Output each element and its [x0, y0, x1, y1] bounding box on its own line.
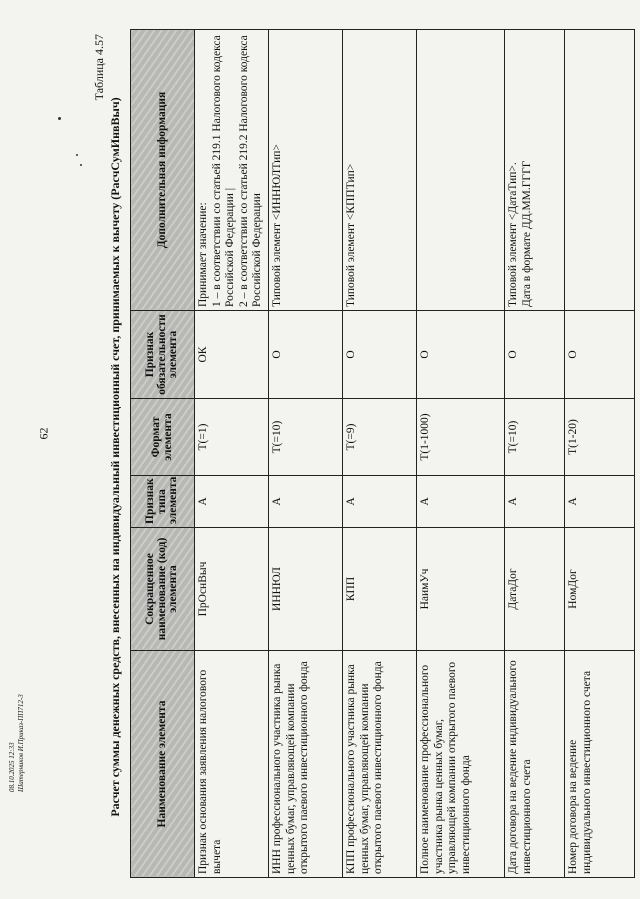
footer-line-2: Шатерников И.Приказ-ПП712-3: [17, 694, 25, 792]
scan-speck: [58, 117, 61, 120]
cell-code: НомДог: [565, 528, 635, 651]
cell-type: А: [269, 476, 343, 528]
table-row: [565, 30, 635, 878]
info-line: 2 – в соответствии со статьей 219.2 Налогового кодекса Российской Федерации: [237, 35, 263, 307]
document-title: Расчет суммы денежных средств, внесенных на индивидуальный инвестиционный счет, принимаемых к вычету (РасчСумИнвВыч): [108, 97, 122, 817]
cell-type: А: [195, 476, 269, 528]
cell-name: Номер договора на ведение индивидуального инвестиционного счета: [565, 651, 635, 878]
cell-info: [417, 30, 505, 311]
cell-type: А: [343, 476, 417, 528]
cell-code: ДатаДог: [505, 528, 565, 651]
page-number: 62: [36, 427, 51, 440]
cell-code: КПП: [343, 528, 417, 651]
cell-format: T(=9): [343, 399, 417, 476]
cell-info: [505, 30, 565, 311]
cell-name: Дата договора на ведение индивидуального инвестиционного счета: [505, 651, 565, 878]
cell-type: А: [505, 476, 565, 528]
cell-required: О: [343, 311, 417, 399]
cell-required: О: [269, 311, 343, 399]
scan-speck: [76, 154, 78, 156]
cell-format: T(=10): [505, 399, 565, 476]
cell-format: T(=10): [269, 399, 343, 476]
header-format: Формат элемента: [131, 399, 195, 476]
cell-info: [565, 30, 635, 311]
table-row: [269, 30, 343, 878]
cell-required: ОК: [195, 311, 269, 399]
info-line: 1 – в соответствии со статьей 219.1 Налогового кодекса Российской Федерации |: [210, 35, 236, 307]
cell-info: [343, 30, 417, 311]
rotated-document: [92, 26, 638, 888]
info-line: Типовой элемент <ИННЮЛТип>: [271, 144, 283, 307]
cell-name: ИНН профессионального участника рынка ценных бумаг, управляющей компании открытого паевого инвестиционного фонда: [269, 651, 343, 878]
footer-stamp: [8, 682, 26, 792]
cell-format: T(=1): [195, 399, 269, 476]
header-required: Признак обязательности элемента: [131, 311, 195, 399]
cell-code: ИННЮЛ: [269, 528, 343, 651]
table-header-row: [131, 30, 195, 878]
header-type: Признак типа элемента: [131, 476, 195, 528]
table-label: Таблица 4.57: [92, 34, 106, 101]
footer-line-1: 08.10.2025 12:33: [8, 742, 16, 792]
header-info: Дополнительная информация: [131, 30, 195, 311]
cell-type: А: [417, 476, 505, 528]
table-row: [343, 30, 417, 878]
cell-type: А: [565, 476, 635, 528]
table-row: [417, 30, 505, 878]
cell-required: О: [505, 311, 565, 399]
scan-speck: [80, 164, 82, 166]
info-line: Дата в формате ДД.ММ.ГГГГ: [520, 160, 533, 307]
cell-required: О: [417, 311, 505, 399]
cell-code: НаимУч: [417, 528, 505, 651]
cell-code: ПрОснВыч: [195, 528, 269, 651]
table-row: [195, 30, 269, 878]
info-line: Типовой элемент <ДатаТип>.: [507, 162, 519, 307]
cell-name: КПП профессионального участника рынка ценных бумаг, управляющей компании открытого паевого инвестиционного фонда: [343, 651, 417, 878]
header-code: Сокращенное наименование (код) элемента: [131, 528, 195, 651]
header-name: Наименование элемента: [131, 651, 195, 878]
elements-table: [130, 29, 635, 878]
cell-info: [195, 30, 269, 311]
cell-name: Полное наименование профессионального участника рынка ценных бумаг, управляющей компании открытого паевого инвестиционного фонда: [417, 651, 505, 878]
table-row: [505, 30, 565, 878]
cell-format: T(1-20): [565, 399, 635, 476]
cell-info: [269, 30, 343, 311]
cell-format: T(1-1000): [417, 399, 505, 476]
info-line: Принимает значение:: [197, 202, 209, 307]
cell-required: О: [565, 311, 635, 399]
info-line: Типовой элемент <КППТип>: [345, 163, 357, 307]
cell-name: Признак основания заявления налогового вычета: [195, 651, 269, 878]
